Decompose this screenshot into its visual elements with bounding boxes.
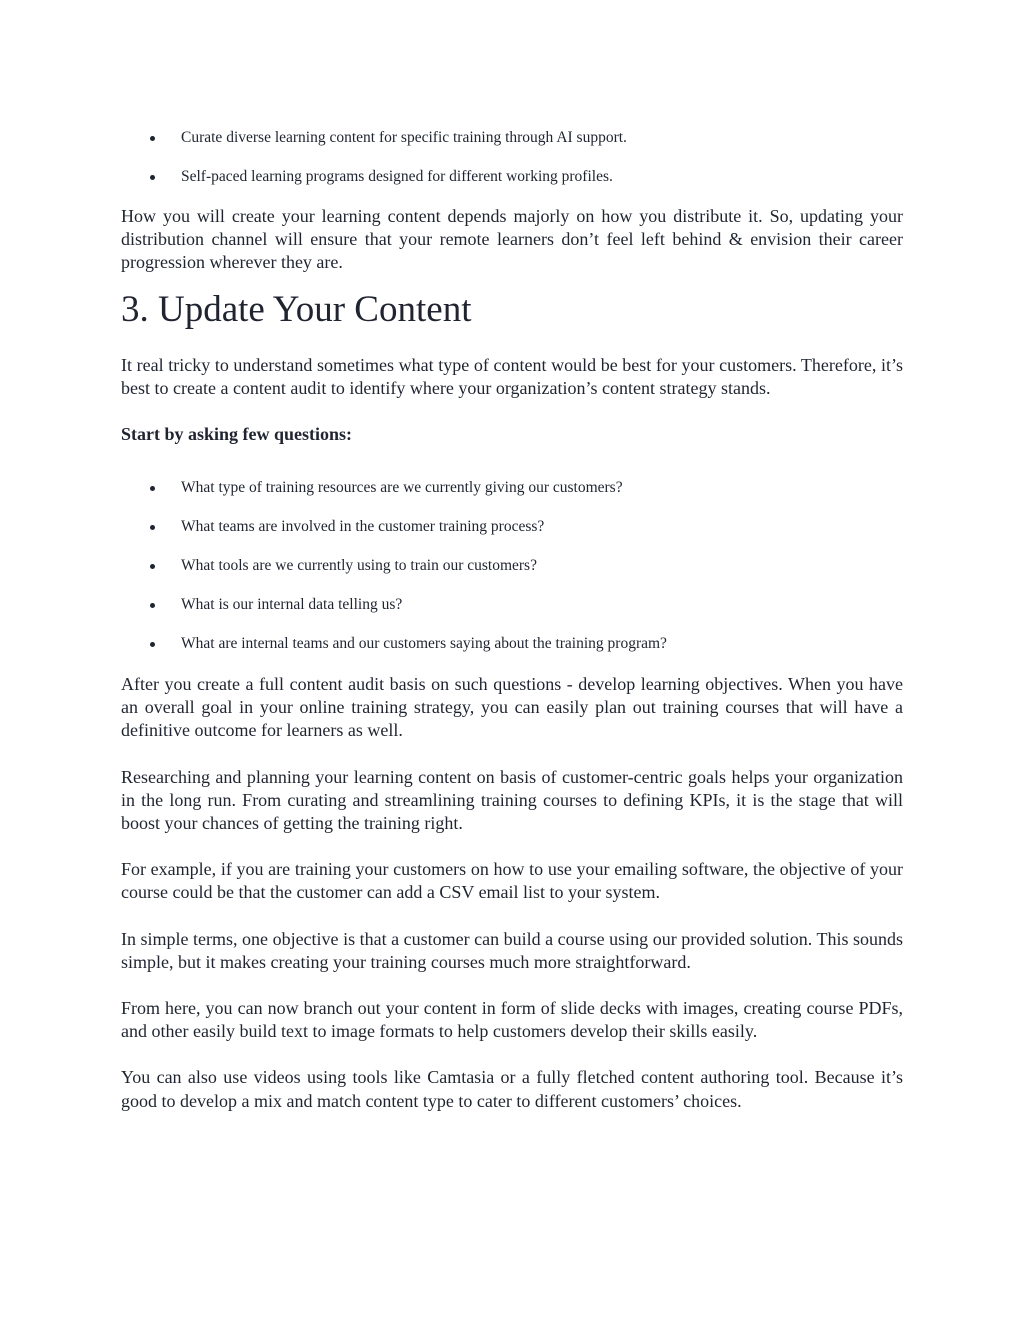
content-column: [121, 128, 903, 1113]
paragraph-simple-terms: In simple terms, one objective is that a customer can build a course using our provided solution. This sounds simple, but it makes creating your training courses much more straightforward.: [121, 928, 903, 972]
paragraph-example: For example, if you are training your customers on how to use your emailing software, the objective of your course could be that the customer can add a CSV email list to your system.: [121, 859, 903, 903]
list-item: What teams are involved in the customer training process?: [121, 517, 903, 537]
paragraph-branch-out: From here, you can now branch out your content in form of slide decks with images, creating course PDFs, and other easily build text to image formats to help customers develop their skills easily.: [121, 998, 903, 1042]
section-heading: 3. Update Your Content: [121, 288, 472, 330]
paragraph-audit: After you create a full content audit basis on such questions - develop learning objectives. When you have an overall goal in your online training strategy, you can easily plan out training courses that will have a definitive outcome for learners as well.: [121, 674, 903, 741]
questions-heading: Start by asking few questions:: [121, 424, 353, 445]
list-item: Curate diverse learning content for specific training through AI support.: [121, 128, 903, 148]
list-item: Self-paced learning programs designed for different working profiles.: [121, 167, 903, 187]
paragraph-videos: You can also use videos using tools like Camtasia or a fully fletched content authoring tool. Because it’s good to develop a mix and match content type to cater to different customers’ choices.: [121, 1067, 903, 1111]
questions-list: [121, 478, 903, 654]
intro-paragraph: How you will create your learning content depends majorly on how you distribute it. So, updating your distribution channel will ensure that your remote learners don’t feel left behind & envision their career progression wherever they are.: [121, 206, 903, 273]
list-item: What are internal teams and our customers saying about the training program?: [121, 634, 903, 654]
top-bullet-list: [121, 128, 903, 187]
section-paragraph: It real tricky to understand sometimes what type of content would be best for your customers. Therefore, it’s best to create a content audit to identify where your organization’s content strategy stands.: [121, 354, 903, 398]
list-item: What type of training resources are we currently giving our customers?: [121, 478, 903, 498]
list-item: What tools are we currently using to train our customers?: [121, 556, 903, 576]
paragraph-research: Researching and planning your learning content on basis of customer-centric goals helps your organization in the long run. From curating and streamlining training courses to defining KPIs, it is the stage that will boost your chances of getting the training right.: [121, 766, 903, 834]
list-item: What is our internal data telling us?: [121, 595, 903, 615]
